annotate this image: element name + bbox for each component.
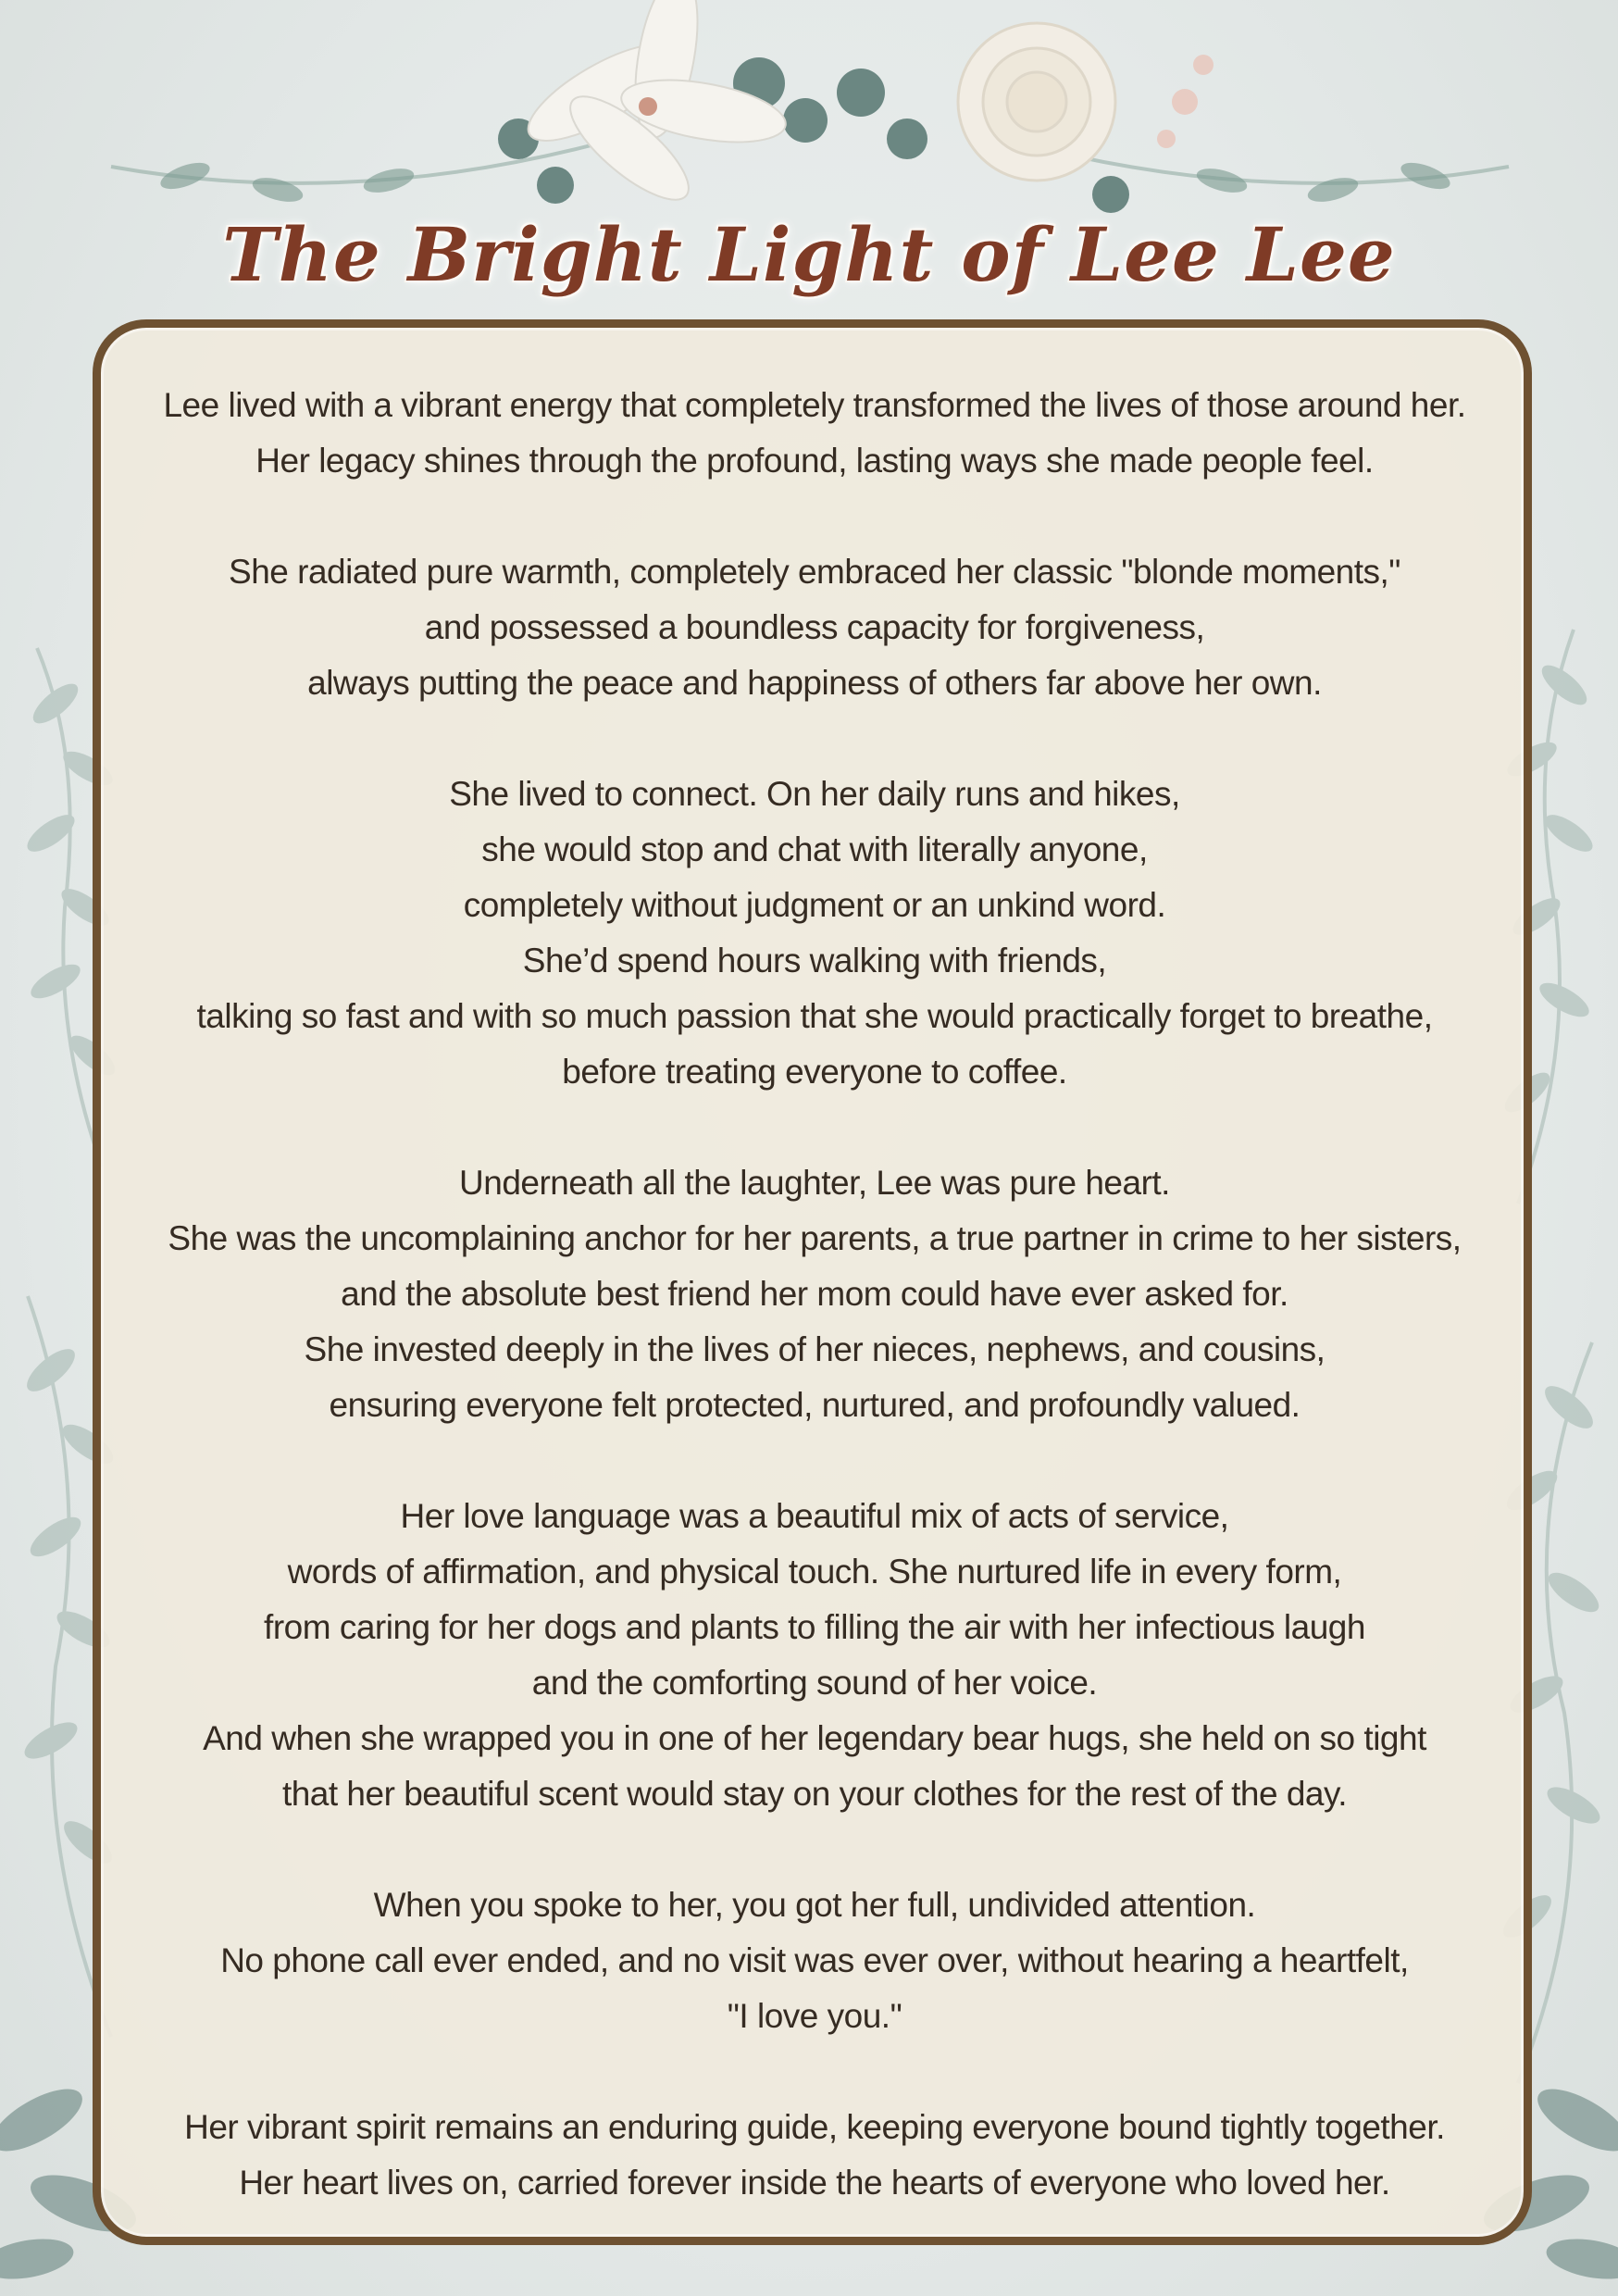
- text-line: No phone call ever ended, and no visit was ever over, without hearing a heartfelt,: [220, 1941, 1409, 1979]
- text-line: always putting the peace and happiness of others far above her own.: [307, 664, 1322, 702]
- text-line: She lived to connect. On her daily runs and hikes,: [449, 775, 1180, 813]
- text-line: Her love language was a beautiful mix of acts of service,: [400, 1497, 1229, 1535]
- text-line: Lee lived with a vibrant energy that completely transformed the lives of those around her.: [163, 386, 1466, 424]
- text-line: She invested deeply in the lives of her nieces, nephews, and cousins,: [304, 1330, 1326, 1368]
- tribute-text: [102, 378, 1527, 2211]
- text-line: from caring for her dogs and plants to filling the air with her infectious laugh: [264, 1608, 1365, 1646]
- text-line: She radiated pure warmth, completely embraced her classic "blonde moments,": [229, 553, 1400, 591]
- text-line: that her beautiful scent would stay on your clothes for the rest of the day.: [281, 1775, 1348, 1813]
- text-line: ensuring everyone felt protected, nurtured, and profoundly valued.: [329, 1386, 1301, 1424]
- text-line: she would stop and chat with literally anyone,: [481, 830, 1148, 868]
- text-line: and possessed a boundless capacity for forgiveness,: [424, 608, 1205, 646]
- text-line: Underneath all the laughter, Lee was pure heart.: [459, 1164, 1170, 1202]
- text-line: talking so fast and with so much passion that she would practically forget to breathe,: [196, 997, 1433, 1035]
- text-line: When you spoke to her, you got her full, undivided attention.: [373, 1886, 1256, 1924]
- text-line: completely without judgment or an unkind word.: [463, 886, 1166, 924]
- text-line: Her vibrant spirit remains an enduring guide, keeping everyone bound tightly together.: [184, 2108, 1445, 2146]
- text-line: She’d spend hours walking with friends,: [522, 942, 1107, 980]
- text-line: and the comforting sound of her voice.: [531, 1664, 1098, 1702]
- text-line: before treating everyone to coffee.: [562, 1053, 1067, 1091]
- text-line: And when she wrapped you in one of her legendary bear hugs, she held on so tight: [203, 1719, 1426, 1757]
- page-title: The Bright Light of Lee Lee: [222, 211, 1396, 298]
- text-line: Her heart lives on, carried forever inside the hearts of everyone who loved her.: [239, 2164, 1390, 2202]
- text-line: "I love you.": [727, 1997, 902, 2035]
- text-line: She was the uncomplaining anchor for her parents, a true partner in crime to her sisters,: [168, 1219, 1462, 1257]
- text-line: words of affirmation, and physical touch. She nurtured life in every form,: [287, 1553, 1342, 1591]
- text-line: and the absolute best friend her mom could have ever asked for.: [341, 1275, 1288, 1313]
- text-line: Her legacy shines through the profound, lasting ways she made people feel.: [255, 442, 1374, 480]
